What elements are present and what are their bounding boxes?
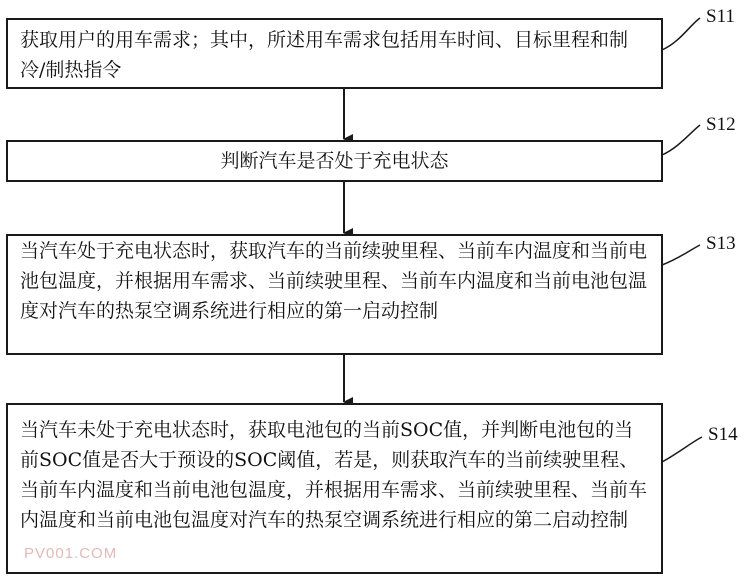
step-text-s13: 当汽车处于充电状态时，获取汽车的当前续驶里程、当前车内温度和当前电池包温度，并根据用车需求、当前续驶里程、当前车内温度和当前电池包温度对汽车的热泵空调系统进行相应的第一启动控制 — [20, 240, 648, 322]
leader-s13 — [662, 245, 700, 265]
step-box-s12 — [6, 140, 663, 182]
step-text-s12: 判断汽车是否处于充电状态 — [220, 150, 449, 172]
leader-s14 — [662, 437, 702, 462]
leader-s12 — [662, 125, 700, 155]
step-box-s13 — [6, 234, 663, 355]
leader-s11 — [662, 18, 700, 50]
step-label-s11: S11 — [706, 6, 735, 27]
watermark: PV001.COM — [24, 545, 118, 562]
step-text-s14: 当汽车未处于充电状态时，获取电池包的当前SOC值，并判断电池包的当前SOC值是否大于预设的SOC阈值，若是，则获取汽车的当前续驶里程、当前车内温度和当前电池包温度，并根据用车需求、当前续驶里程、当前车内温度和当前电池包温度对汽车的热泵空调系统进行相应的第二启动控制 — [20, 419, 648, 531]
step-label-s14: S14 — [708, 424, 738, 445]
step-label-s12: S12 — [706, 114, 736, 135]
step-label-s13: S13 — [706, 233, 736, 254]
step-box-s11 — [6, 18, 663, 89]
step-text-s11: 获取用户的用车需求；其中，所述用车需求包括用车时间、目标里程和制冷/制热指令 — [20, 29, 629, 81]
